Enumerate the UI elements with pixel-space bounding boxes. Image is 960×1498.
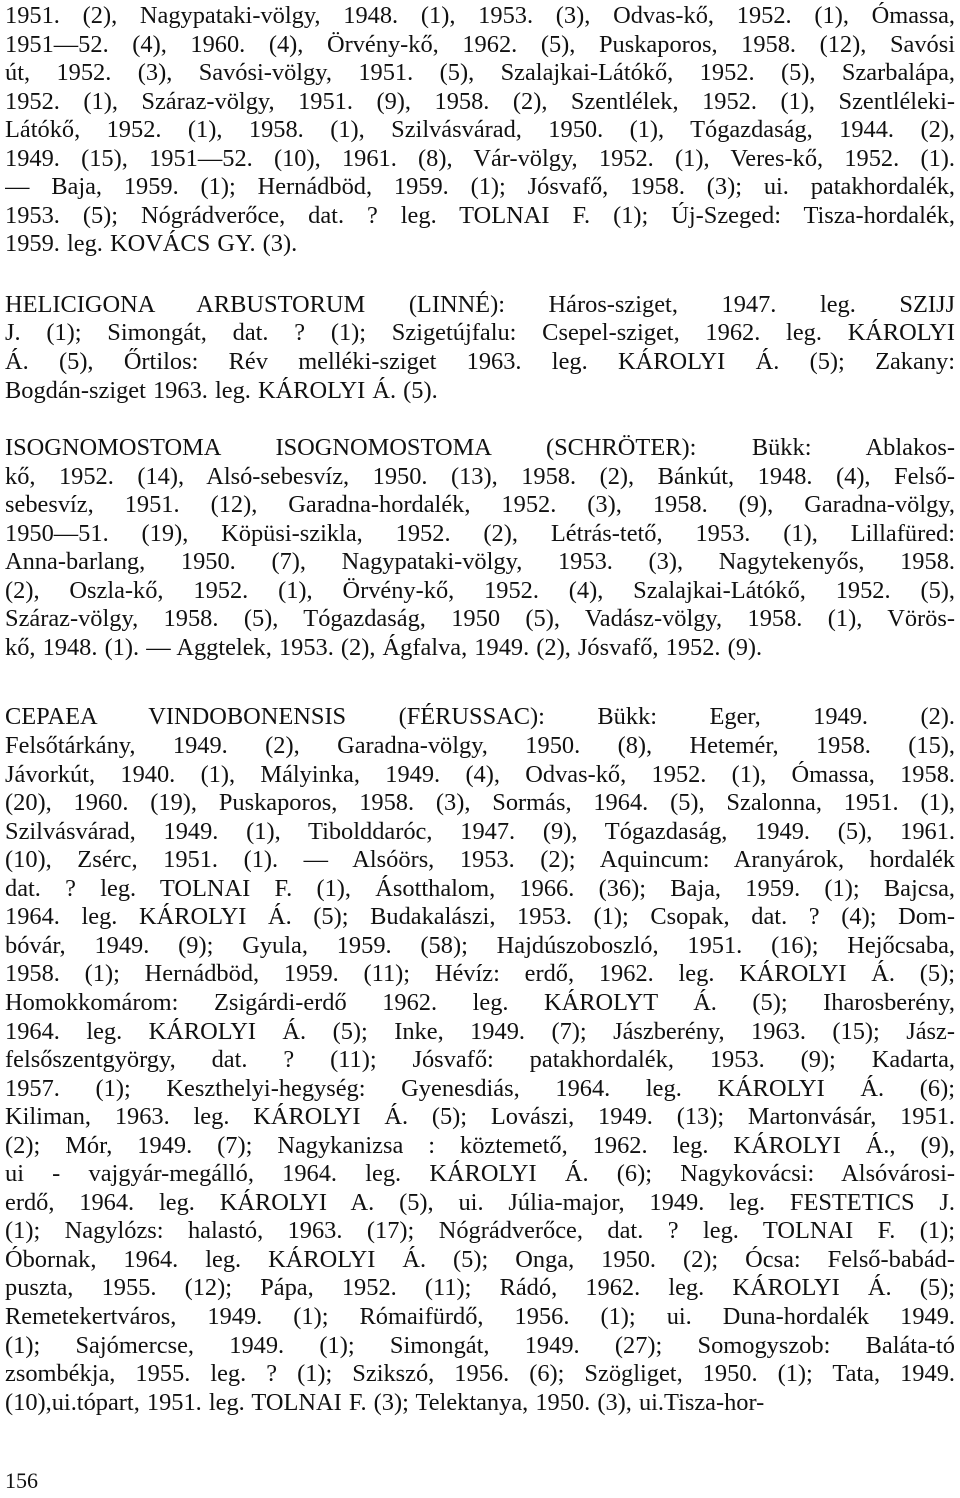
text-block-isognomostoma	[5, 434, 955, 662]
text-line: zsombékja, 1955. leg. ? (1); Szikszó, 1956. (6); Szögliget, 1950. (1); Tata, 1949.	[5, 1360, 955, 1388]
text-block-1	[5, 2, 955, 259]
text-line: 1951. (2), Nagypataki-völgy, 1948. (1), 1953. (3), Odvas-kő, 1952. (1), Ómassa,	[5, 2, 955, 29]
text-line: 1952. (1), Száraz-völgy, 1951. (9), 1958. (2), Szentlélek, 1952. (1), Szentléleki-	[5, 87, 955, 115]
text-line: Felsőtárkány, 1949. (2), Garadna-völgy, 1950. (8), Hetemér, 1958. (15),	[5, 732, 955, 760]
text-line: J. (1); Simongát, dat. ? (1); Szigetújfalu: Csepel-sziget, 1962. leg. KÁROLYI	[5, 319, 955, 347]
text-line: ui - vajgyár-megálló, 1964. leg. KÁROLYI Á. (6); Nagykovácsi: Alsóvárosi-	[5, 1160, 955, 1188]
text-line: Remetekertváros, 1949. (1); Rómaifürdő, 1956. (1); ui. Duna-hordalék 1949.	[5, 1302, 955, 1330]
text-line: Á. (5), Őrtilos: Rév melléki-sziget 1963. leg. KÁROLYI Á. (5); Zakany:	[5, 348, 955, 376]
text-line: 1951—52. (4), 1960. (4), Örvény-kő, 1962. (5), Puskaporos, 1958. (12), Savósi	[5, 30, 955, 58]
text-line: puszta, 1955. (12); Pápa, 1952. (11); Rádó, 1962. leg. KÁROLYI Á. (5);	[5, 1274, 955, 1302]
text-line: (2), Oszla-kő, 1952. (1), Örvény-kő, 1952. (4), Szalajkai-Látókő, 1952. (5),	[5, 576, 955, 604]
text-line: — Baja, 1959. (1); Hernádböd, 1959. (1); Jósvafő, 1958. (3); ui. patakhordalék,	[5, 173, 955, 201]
text-line: CEPAEA VINDOBONENSIS (FÉRUSSAC): Bükk: Eger, 1949. (2).	[5, 703, 955, 731]
text-block-cepaea	[5, 703, 955, 1417]
text-line: Jávorkút, 1940. (1), Mályinka, 1949. (4), Odvas-kő, 1952. (1), Ómassa, 1958.	[5, 760, 955, 788]
text-line: 1958. (1); Hernádböd, 1959. (11); Hévíz: erdő, 1962. leg. KÁROLYI Á. (5);	[5, 960, 955, 988]
text-line: kő, 1948. (1). — Aggtelek, 1953. (2), Ágfalva, 1949. (2), Jósvafő, 1952. (9).	[5, 633, 763, 661]
text-line: 1964. leg. KÁROLYI Á. (5); Inke, 1949. (7); Jászberény, 1963. (15); Jász-	[5, 1017, 955, 1045]
text-line: Homokkomárom: Zsigárdi-erdő 1962. leg. KÁROLYT Á. (5); Iharosberény,	[5, 988, 955, 1016]
spacer	[5, 662, 955, 703]
page-text	[5, 2, 955, 1417]
page-number: 156	[5, 1468, 38, 1493]
text-line: kő, 1952. (14), Alsó-sebesvíz, 1950. (13), 1958. (2), Bánkút, 1948. (4), Felső-	[5, 462, 955, 490]
text-line: HELICIGONA ARBUSTORUM (LINNÉ): Háros-sziget, 1947. leg. SZIJJ	[5, 290, 955, 318]
text-line: Száraz-völgy, 1958. (5), Tógazdaság, 1950 (5), Vadász-völgy, 1958. (1), Vörös-	[5, 605, 955, 633]
text-line: (1); Nagylózs: halastó, 1963. (17); Nógrádverőce, dat. ? leg. TOLNAI F. (1);	[5, 1217, 955, 1245]
text-line: Látókő, 1952. (1), 1958. (1), Szilvásvárad, 1950. (1), Tógazdaság, 1944. (2),	[5, 116, 955, 144]
spacer	[5, 259, 955, 291]
text-line: sebesvíz, 1951. (12), Garadna-hordalék, 1952. (3), 1958. (9), Garadna-völgy,	[5, 491, 955, 519]
text-line: erdő, 1964. leg. KÁROLYI A. (5), ui. Júlia-major, 1949. leg. FESTETICS J.	[5, 1188, 955, 1216]
text-line: (10), Zsérc, 1951. (1). — Alsóörs, 1953. (2); Aquincum: Aranyárok, hordalék	[5, 846, 955, 874]
text-line: (20), 1960. (19), Puskaporos, 1958. (3), Sormás, 1964. (5), Szalonna, 1951. (1),	[5, 789, 955, 817]
text-line: Óbornak, 1964. leg. KÁROLYI Á. (5); Onga, 1950. (2); Ócsa: Felső-babád-	[5, 1245, 955, 1273]
spacer	[5, 405, 955, 434]
text-line: 1949. (15), 1951—52. (10), 1961. (8), Vár-völgy, 1952. (1), Veres-kő, 1952. (1).	[5, 144, 955, 172]
text-line: (2); Mór, 1949. (7); Nagykanizsa : köztemető, 1962. leg. KÁROLYI Á., (9),	[5, 1131, 955, 1159]
text-block-helicigona	[5, 291, 955, 405]
text-line: 1964. leg. KÁROLYI Á. (5); Budakalászi, 1953. (1); Csopak, dat. ? (4); Dom-	[5, 903, 955, 931]
text-line: Kiliman, 1963. leg. KÁROLYI Á. (5); Lovászi, 1949. (13); Martonvásár, 1951.	[5, 1103, 955, 1131]
text-line: Szilvásvárad, 1949. (1), Tibolddaróc, 1947. (9), Tógazdaság, 1949. (5), 1961.	[5, 817, 955, 845]
text-line: út, 1952. (3), Savósi-völgy, 1951. (5), Szalajkai-Látókő, 1952. (5), Szarbalápa,	[5, 59, 955, 87]
text-line: felsőszentgyörgy, dat. ? (11); Jósvafő: patakhordalék, 1953. (9); Kadarta,	[5, 1046, 955, 1074]
text-line: (1); Sajómercse, 1949. (1); Simongát, 1949. (27); Somogyszob: Baláta-tó	[5, 1331, 955, 1359]
text-line: 1953. (5); Nógrádverőce, dat. ? leg. TOLNAI F. (1); Új-Szeged: Tisza-hordalék,	[5, 201, 955, 229]
text-line: 1957. (1); Keszthelyi-hegység: Gyenesdiás, 1964. leg. KÁROLYI Á. (6);	[5, 1074, 955, 1102]
text-line: Bogdán-sziget 1963. leg. KÁROLYI Á. (5).	[5, 376, 438, 404]
text-line: bóvár, 1949. (9); Gyula, 1959. (58); Hajdúszoboszló, 1951. (16); Hejőcsaba,	[5, 931, 955, 959]
text-line: dat. ? leg. TOLNAI F. (1), Ásotthalom, 1966. (36); Baja, 1959. (1); Bajcsa,	[5, 874, 955, 902]
text-line: ISOGNOMOSTOMA ISOGNOMOSTOMA (SCHRÖTER): Bükk: Ablakos-	[5, 434, 955, 462]
text-line: 1959. leg. KOVÁCS GY. (3).	[5, 230, 298, 258]
text-line: 1950—51. (19), Köpüsi-szikla, 1952. (2), Létrás-tető, 1953. (1), Lillafüred:	[5, 519, 955, 547]
text-line: (10),ui.tópart, 1951. leg. TOLNAI F. (3); Telektanya, 1950. (3), ui.Tisza-hor-	[5, 1388, 765, 1416]
text-line: Anna-barlang, 1950. (7), Nagypataki-völgy, 1953. (3), Nagytekenyős, 1958.	[5, 548, 955, 576]
